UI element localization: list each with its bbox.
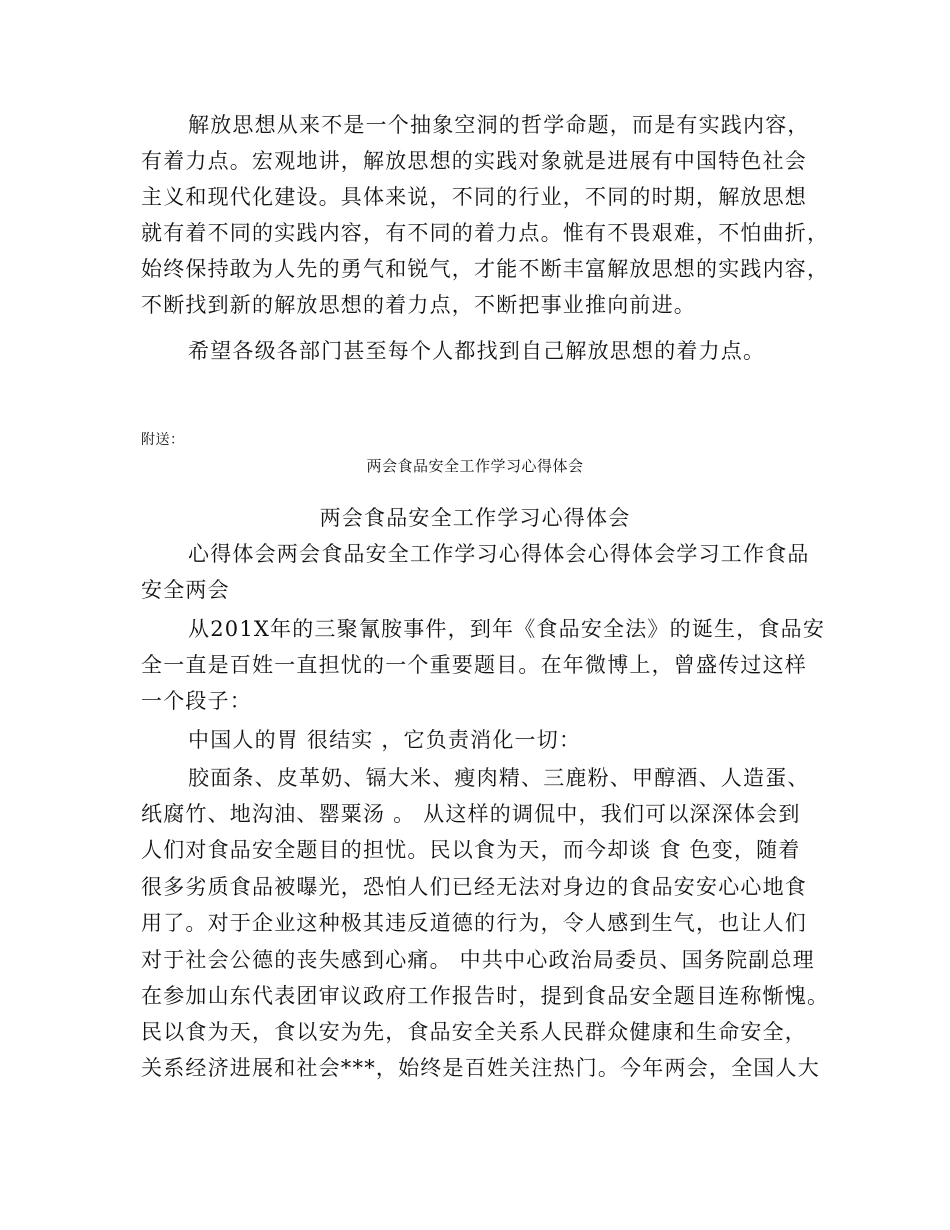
paragraph-line: 解放思想从来不是一个抽象空洞的哲学命题，而是有实践内容， [188,113,810,137]
paragraph-line: 希望各级各部门甚至每个人都找到自己解放思想的着力点。 [188,339,766,363]
paragraph-line: 对于社会公德的丧失感到心痛。 中共中心政治局委员、国务院副总理 [141,948,815,972]
paragraph-line: 在参加山东代表团审议政府工作报告时，提到食品安全题目连称惭愧。 [141,984,830,1008]
paragraph-line: 从201X年的三聚氰胺事件，到年《食品安全法》的诞生，食品安 [188,617,826,641]
paragraph-line: 主义和现代化建设。具体来说，不同的行业，不同的时期，解放思想 [141,185,807,209]
paragraph-line: 一个段子： [141,689,252,713]
paragraph-line: 就有着不同的实践内容，有不同的着力点。惟有不畏艰难，不怕曲折， [141,221,830,245]
paragraph-line: 民以食为天，食以安为先，食品安全关系人民群众健康和生命安全， [141,1020,807,1044]
paragraph-line: 很多劣质食品被曝光，恐怕人们已经无法对身边的食品安安心心地食 [141,875,807,899]
paragraph-line: 胶面条、皮革奶、镉大米、瘦肉精、三鹿粉、甲醇酒、人造蛋、 [188,766,810,790]
small-title: 两会食品安全工作学习心得体会 [366,457,584,475]
paragraph-line: 有着力点。宏观地讲，解放思想的实践对象就是进展有中国特色社会 [141,149,807,173]
paragraph-line: 全一直是百姓一直担忧的一个重要题目。在年微博上，曾盛传过这样 [141,653,807,677]
paragraph-line: 不断找到新的解放思想的着力点，不断把事业推向前进。 [141,293,696,317]
main-title: 两会食品安全工作学习心得体会 [319,506,631,530]
paragraph-line: 关系经济进展和社会***，始终是百姓关注热门。今年两会，全国人大 [141,1056,820,1080]
paragraph-line: 人们对食品安全题目的担忧。民以食为天，而今却谈 食 色变，随着 [141,838,801,862]
paragraph-line: 始终保持敢为人先的勇气和锐气，才能不断丰富解放思想的实践内容， [141,257,830,281]
paragraph-line: 中国人的胃 很结实 ，它负责消化一切： [188,728,582,752]
paragraph-line: 纸腐竹、地沟油、罂粟汤 。 从这样的调侃中，我们可以深深体会到 [141,802,801,826]
attachment-label: 附送： [141,432,185,448]
paragraph-line: 安全两会 [141,578,230,602]
paragraph-line: 用了。对于企业这种极其违反道德的行为，令人感到生气，也让人们 [141,911,807,935]
paragraph-line: 心得体会两会食品安全工作学习心得体会心得体会学习工作食品 [188,542,810,566]
